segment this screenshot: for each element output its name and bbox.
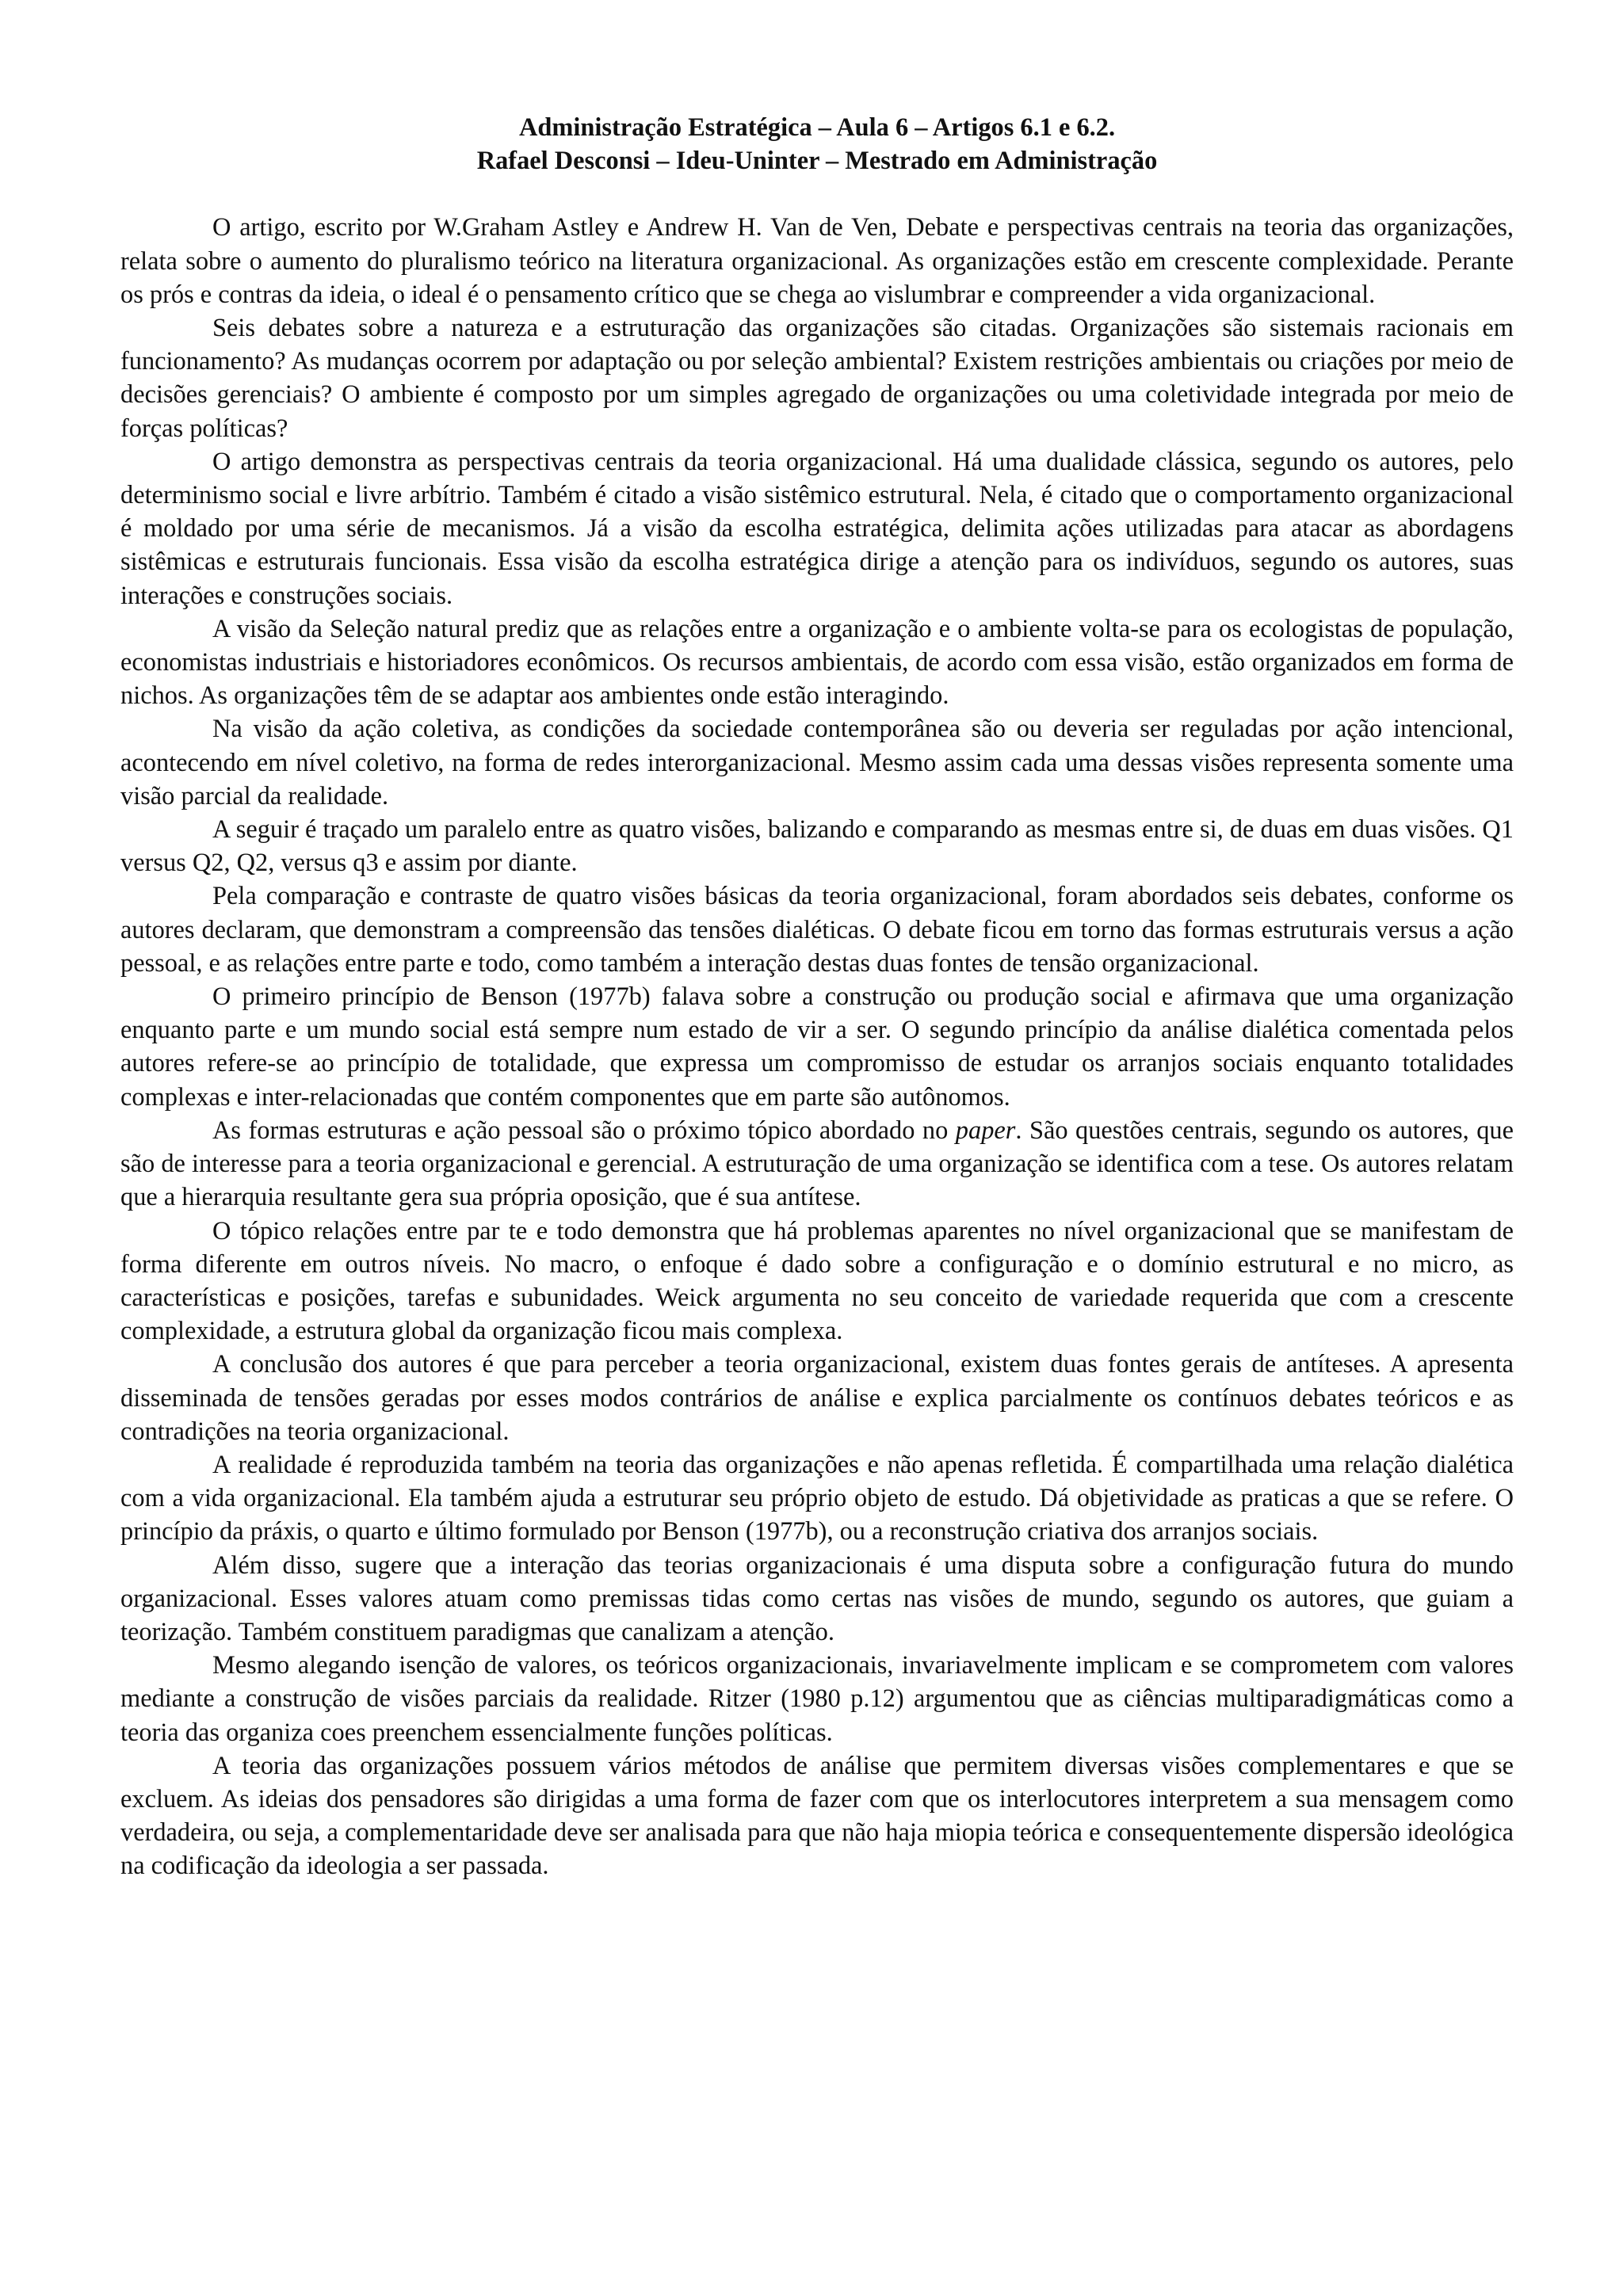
paragraph-9-before: As formas estruturas e ação pessoal são o próximo tópico abordado no xyxy=(212,1116,956,1145)
paragraph-11: A conclusão dos autores é que para perceber a teoria organizacional, existem duas fontes gerais de antíteses. A apresenta disseminada de tensões geradas por esses modos contrários de análise e explica parcialmente os contínuos debates teóricos e as contradições na teoria organizacional. xyxy=(120,1350,1514,1446)
paragraph-3: O artigo demonstra as perspectivas centrais da teoria organizacional. Há uma dualidade clássica, segundo os autores, pelo determinismo social e livre arbítrio. Também é citado a visão sistêmico estrutural. Nela, é citado que o comportamento organizacional é moldado por uma série de mecanismos. Já a visão da escolha estratégica, delimita ações utilizadas para atacar as abordagens sistêmicas e estruturais funcionais. Essa visão da escolha estratégica dirige a atenção para os indivíduos, segundo os autores, suas interações e construções sociais. xyxy=(120,447,1514,610)
document-body xyxy=(120,211,1514,1882)
paragraph-8: O primeiro princípio de Benson (1977b) falava sobre a construção ou produção social e afirmava que uma organização enquanto parte e um mundo social está sempre num estado de vir a ser. O segundo princípio da análise dialética comentada pelos autores refere-se ao princípio de totalidade, que expressa um compromisso de estudar os arranjos sociais enquanto totalidades complexas e inter-relacionadas que contém componentes que em parte são autônomos. xyxy=(120,982,1514,1112)
document-page xyxy=(120,111,1514,1883)
paragraph-14: Mesmo alegando isenção de valores, os teóricos organizacionais, invariavelmente implicam e se comprometem com valores mediante a construção de visões parciais da realidade. Ritzer (1980 p.12) argumentou que as ciências multiparadigmáticas como a teoria das organiza coes preenchem essencialmente funções políticas. xyxy=(120,1651,1514,1747)
paper-emphasis: paper xyxy=(955,1116,1016,1145)
paragraph-7: Pela comparação e contraste de quatro visões básicas da teoria organizacional, foram abordados seis debates, conforme os autores declaram, que demonstram a compreensão das tensões dialéticas. O debate ficou em torno das formas estruturais versus a ação pessoal, e as relações entre parte e todo, como também a interação destas duas fontes de tensão organizacional. xyxy=(120,882,1514,978)
paragraph-6: A seguir é traçado um paralelo entre as quatro visões, balizando e comparando as mesmas entre si, de duas em duas visões. Q1 versus Q2, Q2, versus q3 e assim por diante. xyxy=(120,815,1514,878)
paragraph-2: Seis debates sobre a natureza e a estruturação das organizações são citadas. Organizações são sistemais racionais em funcionamento? As mudanças ocorrem por adaptação ou por seleção ambiental? Existem restrições ambientais ou criações por meio de decisões gerenciais? O ambiente é composto por um simples agregado de organizações ou uma coletividade integrada por meio de forças políticas? xyxy=(120,314,1514,443)
paragraph-10: O tópico relações entre par te e todo demonstra que há problemas aparentes no nível organizacional que se manifestam de forma diferente em outros níveis. No macro, o enfoque é dado sobre a configuração e o domínio estrutural e no micro, as características e posições, tarefas e subunidades. Weick argumenta no seu conceito de variedade requerida que com a crescente complexidade, a estrutura global da organização ficou mais complexa. xyxy=(120,1216,1514,1346)
paragraph-12: A realidade é reproduzida também na teoria das organizações e não apenas refletida. É compartilhada uma relação dialética com a vida organizacional. Ela também ajuda a estruturar seu próprio objeto de estudo. Dá objetividade as praticas a que se refere. O princípio da práxis, o quarto e último formulado por Benson (1977b), ou a reconstrução criativa dos arranjos sociais. xyxy=(120,1450,1514,1547)
title-line-2: Rafael Desconsi – Ideu-Uninter – Mestrado em Administração xyxy=(476,147,1158,176)
paragraph-1: O artigo, escrito por W.Graham Astley e Andrew H. Van de Ven, Debate e perspectivas centrais na teoria das organizações, relata sobre o aumento do pluralismo teórico na literatura organizacional. As organizações estão em crescente complexidade. Perante os prós e contras da ideia, o ideal é o pensamento crítico que se chega ao vislumbrar e compreender a vida organizacional. xyxy=(120,213,1514,309)
paragraph-13: Além disso, sugere que a interação das teorias organizacionais é uma disputa sobre a configuração futura do mundo organizacional. Esses valores atuam como premissas tidas como certas nas visões de mundo, segundo os autores, que guiam a teorização. Também constituem paradigmas que canalizam a atenção. xyxy=(120,1550,1514,1646)
paragraph-15: A teoria das organizações possuem vários métodos de análise que permitem diversas visões complementares e que se excluem. As ideias dos pensadores são dirigidas a uma forma de fazer com que os interlocutores interpretem a sua mensagem como verdadeira, ou seja, a complementaridade deve ser analisada para que não haja miopia teórica e consequentemente dispersão ideológica na codificação da ideologia a ser passada. xyxy=(120,1751,1514,1881)
paragraph-4: A visão da Seleção natural prediz que as relações entre a organização e o ambiente volta-se para os ecologistas de população, economistas industriais e historiadores econômicos. Os recursos ambientais, de acordo com essa visão, estão organizados em forma de nichos. As organizações têm de se adaptar aos ambientes onde estão interagindo. xyxy=(120,614,1514,711)
paragraph-9 xyxy=(120,1114,1514,1215)
document-header xyxy=(120,111,1514,177)
paragraph-9-after: . São questões centrais, segundo os autores, que são de interesse para a teoria organizacional e gerencial. A estruturação de uma organização se identifica com a tese. Os autores relatam que a hierarquia resultante gera sua própria oposição, que é sua antítese. xyxy=(120,1116,1514,1212)
paragraph-5: Na visão da ação coletiva, as condições da sociedade contemporânea são ou deveria ser reguladas por ação intencional, acontecendo em nível coletivo, na forma de redes interorganizacional. Mesmo assim cada uma dessas visões representa somente uma visão parcial da realidade. xyxy=(120,715,1514,810)
title-line-1: Administração Estratégica – Aula 6 – Artigos 6.1 e 6.2. xyxy=(518,113,1116,142)
